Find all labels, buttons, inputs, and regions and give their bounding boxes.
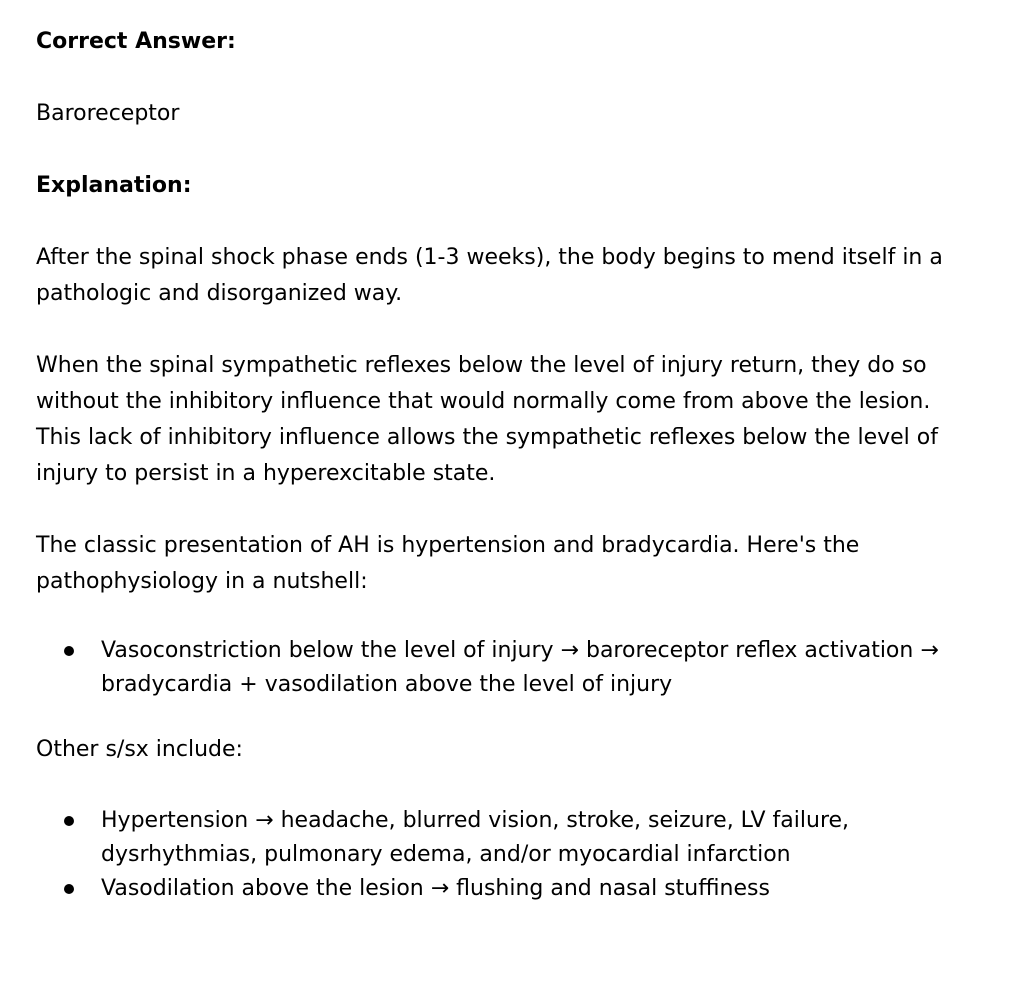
- explanation-heading: Explanation:: [36, 173, 192, 198]
- correct-answer-text: Baroreceptor: [36, 101, 180, 126]
- list-item: [36, 804, 936, 872]
- list-item: [36, 634, 976, 702]
- list-item-text: Hypertension → headache, blurred vision, stroke, seizure, LV failure, dysrhythmias, pulmonary edema, and/or myocardial infarction: [101, 808, 850, 867]
- answer-explanation-panel: [36, 24, 986, 906]
- other-symptoms-list: [36, 804, 936, 906]
- explanation-paragraph: When the spinal sympathetic reflexes below the level of injury return, they do so without the inhibitory influence that would normally come from above the lesion. This lack of inhibitory influence allows the sympathetic reflexes below the level of injury to persist in a hyperexcitable state.: [36, 353, 938, 486]
- list-item: [36, 872, 936, 906]
- pathophysiology-list: [36, 634, 976, 702]
- bullet-icon: [64, 884, 74, 894]
- list-item-text: Vasoconstriction below the level of injury → baroreceptor reflex activation → bradycardia + vasodilation above the level of injury: [101, 638, 939, 697]
- correct-answer-heading: Correct Answer:: [36, 29, 236, 54]
- other-symptoms-heading: Other s/sx include:: [36, 737, 243, 762]
- bullet-icon: [64, 646, 74, 656]
- explanation-paragraph: The classic presentation of AH is hypertension and bradycardia. Here's the pathophysiology in a nutshell:: [36, 533, 860, 594]
- explanation-paragraph: After the spinal shock phase ends (1-3 weeks), the body begins to mend itself in a pathologic and disorganized way.: [36, 245, 943, 306]
- list-item-text: Vasodilation above the lesion → flushing and nasal stuffiness: [101, 876, 770, 901]
- bullet-icon: [64, 816, 74, 826]
